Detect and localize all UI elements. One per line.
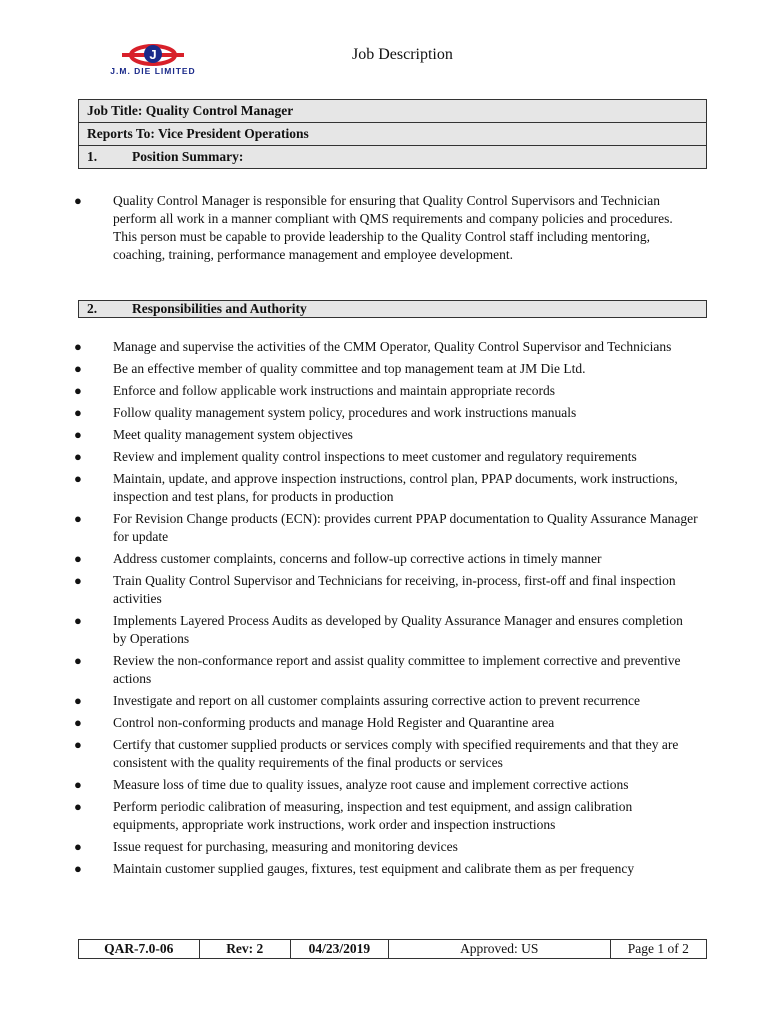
section-2-heading bbox=[78, 300, 707, 318]
list-item-text: Control non-conforming products and manage Hold Register and Quarantine area bbox=[113, 715, 555, 730]
section-1-heading bbox=[79, 146, 707, 169]
logo-emblem-icon bbox=[80, 42, 226, 66]
list-item bbox=[74, 692, 698, 710]
list-item-text: Perform periodic calibration of measuring, inspection and test equipment, and assign calibration equipments, appropriate work instructions, work order and inspection instructions bbox=[113, 799, 633, 832]
list-item-text: Address customer complaints, concerns and follow-up corrective actions in timely manner bbox=[113, 551, 602, 566]
bullet-icon: ● bbox=[74, 193, 82, 208]
responsibilities-list bbox=[74, 338, 698, 882]
bullet-icon: ● bbox=[74, 693, 82, 708]
company-name: J.M. DIE LIMITED bbox=[110, 66, 196, 76]
bullet-icon: ● bbox=[74, 551, 82, 566]
bullet-icon: ● bbox=[74, 839, 82, 854]
company-logo bbox=[80, 42, 226, 78]
list-item-text: Manage and supervise the activities of the CMM Operator, Quality Control Supervisor and Technicians bbox=[113, 339, 672, 354]
list-item bbox=[74, 448, 698, 466]
list-item-text: Quality Control Manager is responsible for ensuring that Quality Control Supervisors and Technician perform all work in a manner compliant with QMS requirements and company policies and procedures. This person must be capable to provide leadership to the Quality Control staff including mentoring, coaching, training, performance management and employee development. bbox=[113, 193, 673, 262]
list-item-text: For Revision Change products (ECN): provides current PPAP documentation to Quality Assurance Manager for update bbox=[113, 511, 698, 544]
list-item bbox=[74, 338, 698, 356]
bullet-icon: ● bbox=[74, 361, 82, 376]
bullet-icon: ● bbox=[74, 737, 82, 752]
list-item-text: Be an effective member of quality committee and top management team at JM Die Ltd. bbox=[113, 361, 586, 376]
bullet-icon: ● bbox=[74, 573, 82, 588]
list-item-text: Maintain, update, and approve inspection instructions, control plan, PPAP documents, work instructions, inspection and test plans, for products in production bbox=[113, 471, 678, 504]
reports-to: Reports To: Vice President Operations bbox=[79, 123, 707, 146]
list-item bbox=[74, 776, 698, 794]
list-item bbox=[74, 192, 698, 264]
document-title: Job Description bbox=[352, 46, 453, 63]
list-item-text: Issue request for purchasing, measuring and monitoring devices bbox=[113, 839, 458, 854]
list-item bbox=[74, 612, 698, 648]
section-1-row bbox=[79, 146, 707, 169]
bullet-icon: ● bbox=[74, 799, 82, 814]
revision: Rev: 2 bbox=[199, 940, 290, 959]
section-1-number: 1. bbox=[87, 149, 98, 164]
list-item-text: Measure loss of time due to quality issues, analyze root cause and implement corrective actions bbox=[113, 777, 629, 792]
list-item-text: Investigate and report on all customer complaints assuring corrective action to prevent recurrence bbox=[113, 693, 641, 708]
list-item bbox=[74, 652, 698, 688]
list-item-text: Enforce and follow applicable work instructions and maintain appropriate records bbox=[113, 383, 555, 398]
section-1-title: Position Summary: bbox=[132, 149, 244, 164]
list-item bbox=[74, 572, 698, 608]
list-item-text: Maintain customer supplied gauges, fixtures, test equipment and calibrate them as per frequency bbox=[113, 861, 635, 876]
reports-to-row bbox=[79, 123, 707, 146]
list-item-text: Follow quality management system policy, procedures and work instructions manuals bbox=[113, 405, 577, 420]
document-footer bbox=[78, 939, 707, 959]
bullet-icon: ● bbox=[74, 653, 82, 668]
position-summary-list bbox=[74, 192, 698, 264]
bullet-icon: ● bbox=[74, 511, 82, 526]
bullet-icon: ● bbox=[74, 339, 82, 354]
list-item-text: Certify that customer supplied products or services comply with specified requirements and that they are consistent with the quality requirements of the final products or services bbox=[113, 737, 679, 770]
bullet-icon: ● bbox=[74, 861, 82, 876]
approved-by: Approved: US bbox=[388, 940, 610, 959]
bullet-icon: ● bbox=[74, 777, 82, 792]
list-item bbox=[74, 714, 698, 732]
list-item bbox=[74, 798, 698, 834]
list-item bbox=[74, 736, 698, 772]
footer-row bbox=[79, 940, 707, 959]
list-item-text: Implements Layered Process Audits as developed by Quality Assurance Manager and ensures completion by Operations bbox=[113, 613, 683, 646]
job-title: Job Title: Quality Control Manager bbox=[79, 100, 707, 123]
svg-text:J: J bbox=[149, 47, 157, 62]
list-item bbox=[74, 510, 698, 546]
section-2-number: 2. bbox=[87, 301, 98, 316]
bullet-icon: ● bbox=[74, 471, 82, 486]
bullet-icon: ● bbox=[74, 383, 82, 398]
list-item bbox=[74, 470, 698, 506]
list-item bbox=[74, 360, 698, 378]
list-item-text: Review and implement quality control inspections to meet customer and regulatory requirements bbox=[113, 449, 637, 464]
list-item-text: Train Quality Control Supervisor and Technicians for receiving, in-process, first-off and final inspection activities bbox=[113, 573, 676, 606]
bullet-icon: ● bbox=[74, 449, 82, 464]
list-item-text: Meet quality management system objectives bbox=[113, 427, 353, 442]
bullet-icon: ● bbox=[74, 613, 82, 628]
list-item bbox=[74, 838, 698, 856]
list-item-text: Review the non-conformance report and assist quality committee to implement corrective and preventive actions bbox=[113, 653, 681, 686]
bullet-icon: ● bbox=[74, 405, 82, 420]
list-item bbox=[74, 382, 698, 400]
list-item bbox=[74, 404, 698, 422]
list-item bbox=[74, 860, 698, 878]
bullet-icon: ● bbox=[74, 715, 82, 730]
job-title-row bbox=[79, 100, 707, 123]
document-number: QAR-7.0-06 bbox=[79, 940, 200, 959]
document-date: 04/23/2019 bbox=[291, 940, 389, 959]
bullet-icon: ● bbox=[74, 427, 82, 442]
list-item bbox=[74, 550, 698, 568]
page-number: Page 1 of 2 bbox=[610, 940, 706, 959]
list-item bbox=[74, 426, 698, 444]
section-2-title: Responsibilities and Authority bbox=[132, 301, 307, 316]
job-info-table bbox=[78, 99, 707, 169]
